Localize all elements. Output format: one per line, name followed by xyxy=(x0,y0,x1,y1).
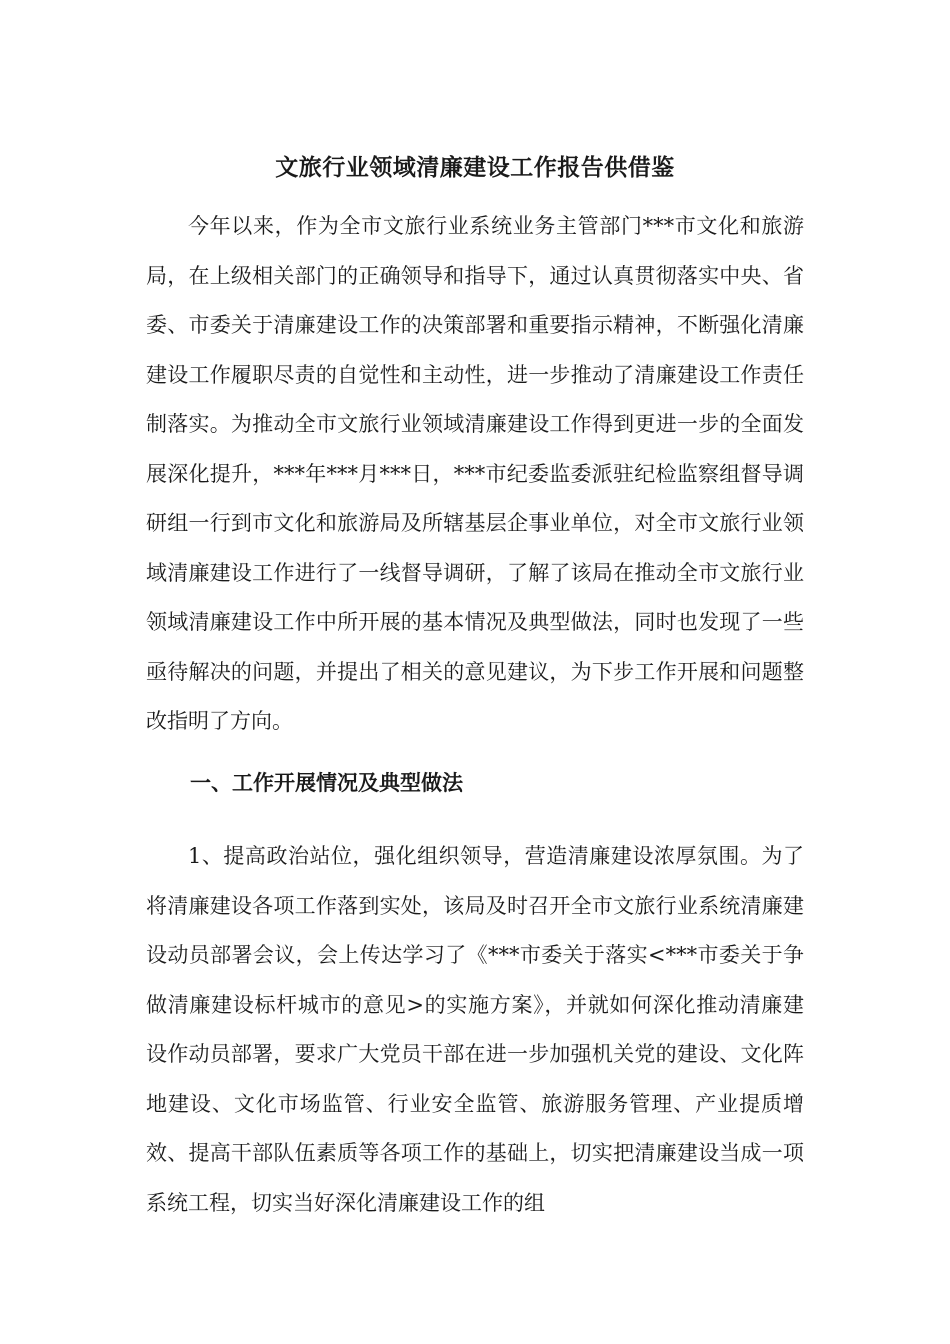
document-title: 文旅行业领域清廉建设工作报告供借鉴 xyxy=(275,154,675,181)
intro-paragraph: 今年以来，作为全市文旅行业系统业务主管部门***市文化和旅游局，在上级相关部门的正确领导和指导下，通过认真贯彻落实中央、省委、市委关于清廉建设工作的决策部署和重要指示精神，不断强化清廉建设工作履职尽责的自觉性和主动性，进一步推动了清廉建设工作责任制落实。为推动全市文旅行业领域清廉建设工作得到更进一步的全面发展深化提升，***年***月***日，***市纪委监委派驻纪检监察组督导调研组一行到市文化和旅游局及所辖基层企事业单位，对全市文旅行业领域清廉建设工作进行了一线督导调研，了解了该局在推动全市文旅行业领域清廉建设工作中所开展的基本情况及典型做法，同时也发现了一些亟待解决的问题，并提出了相关的意见建议，为下步工作开展和问题整改指明了方向。 xyxy=(146,214,804,733)
section-heading: 一、工作开展情况及典型做法 xyxy=(190,770,463,795)
section-paragraph: 1、提高政治站位，强化组织领导，营造清廉建设浓厚氛围。为了将清廉建设各项工作落到实处，该局及时召开全市文旅行业系统清廉建设动员部署会议，会上传达学习了《***市委关于落实<***市委关于争做清廉建设标杆城市的意见>的实施方案》，并就如何深化推动清廉建设作动员部署，要求广大党员干部在进一步加强机关党的建设、文化阵地建设、文化市场监管、行业安全监管、旅游服务管理、产业提质增效、提高干部队伍素质等各项工作的基础上，切实把清廉建设当成一项系统工程，切实当好深化清廉建设工作的组 xyxy=(146,844,804,1215)
